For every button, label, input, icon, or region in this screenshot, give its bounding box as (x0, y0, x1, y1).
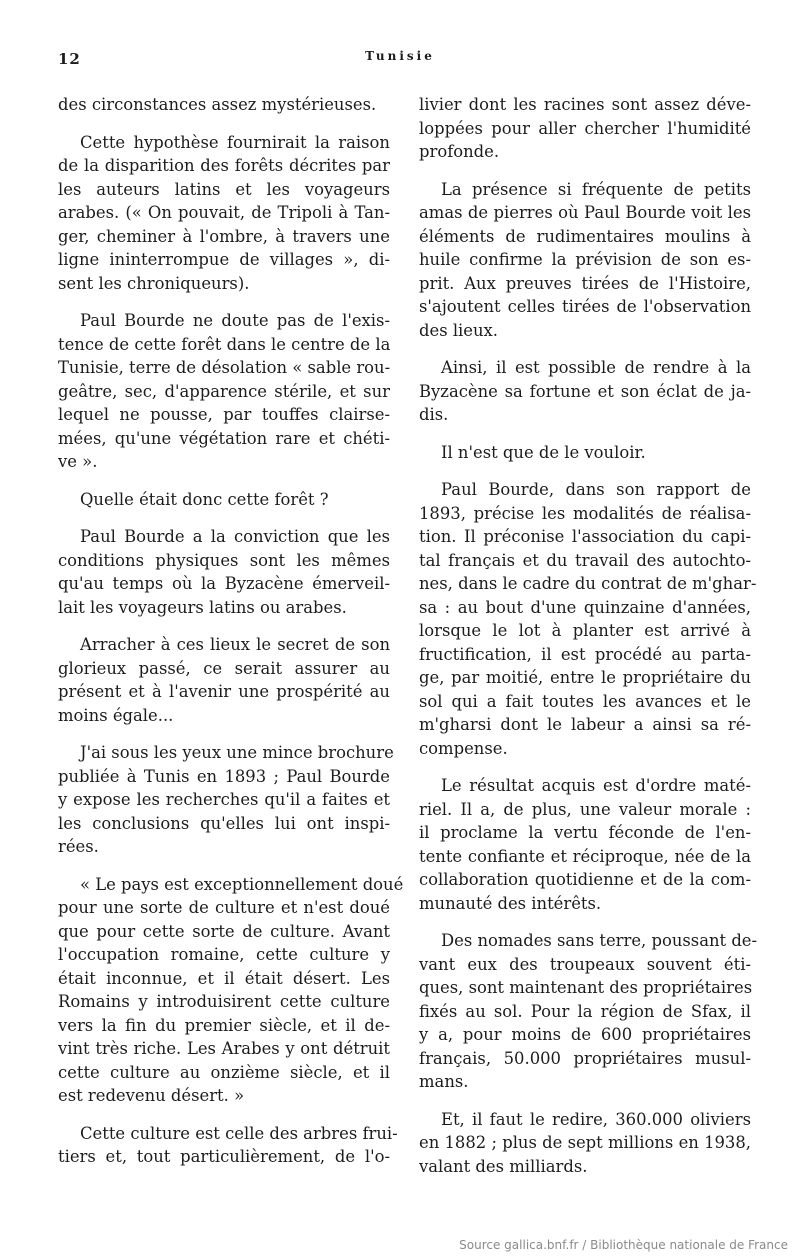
text-line: munauté des intérêts. (419, 893, 602, 913)
text-line: tiers et, tout particulièrement, de l'o- (58, 1147, 390, 1166)
text-line: lorsque le lot à planter est arrivé à (419, 621, 751, 640)
text-line: sol qui a fait toutes les avances et le (419, 691, 751, 711)
text-line: arabes. (« On pouvait, de Tripoli à Tan- (58, 203, 390, 222)
text-line: J'ai sous les yeux une mince brochure (80, 743, 394, 762)
text-line: il proclame la vertu féconde de l'en- (419, 823, 751, 842)
text-line: Paul Bourde a la conviction que les (80, 527, 390, 546)
running-title: Tunisie (365, 49, 435, 63)
text-line: compense. (419, 738, 508, 758)
text-line: publiée à Tunis en 1893 ; Paul Bourde (58, 766, 390, 786)
text-line: huile confirme la prévision de son es- (419, 250, 751, 269)
text-line: Paul Bourde, dans son rapport de (441, 480, 751, 499)
text-line: Tunisie, terre de désolation « sable rou- (58, 358, 391, 377)
text-line: profonde. (419, 142, 500, 161)
text-line: est redevenu désert. » (58, 1086, 245, 1105)
text-line: geâtre, sec, d'apparence stérile, et sur (58, 381, 390, 401)
paragraph-gap (419, 164, 751, 178)
text-line: loppées pour aller chercher l'humidité (419, 118, 751, 138)
text-line: Et, il faut le redire, 360.000 oliviers (441, 1109, 751, 1129)
text-line: ligne ininterrompue de villages », di- (58, 250, 390, 269)
page-number: 12 (58, 50, 81, 68)
text-line: que pour cette sorte de culture. Avant (58, 921, 390, 941)
text-line: Arracher à ces lieux le secret de son (80, 635, 390, 654)
text-line: de la disparition des forêts décrites par (58, 156, 390, 175)
text-line: vant eux des troupeaux souvent éti- (419, 954, 751, 974)
text-line: éléments de rudimentaires moulins à (419, 226, 751, 246)
paragraph-gap (58, 859, 390, 873)
text-line: Paul Bourde ne doute pas de l'exis- (80, 311, 390, 330)
text-line: des lieux. (419, 320, 499, 340)
paragraph-gap (419, 915, 751, 929)
text-line: l'occupation romaine, cette culture y (58, 945, 390, 964)
text-line: Ainsi, il est possible de rendre à la (441, 358, 751, 377)
text-line: riel. Il a, de plus, une valeur morale : (419, 799, 751, 819)
text-line: vint très riche. Les Arabes y ont détruit (58, 1039, 390, 1058)
text-line: pour une sorte de culture et n'est doué (58, 898, 390, 917)
text-line: Romains y introduisirent cette culture (58, 992, 390, 1011)
text-line: rées. (58, 837, 99, 856)
right-text-column (419, 93, 758, 1178)
text-line: collaboration quotidienne et de la com- (419, 870, 751, 889)
text-line: les auteurs latins et les voyageurs (58, 179, 390, 199)
text-line: nes, dans le cadre du contrat de m'ghar- (419, 574, 757, 593)
text-line: cette culture au onzième siècle, et il (58, 1062, 390, 1082)
text-line: Quelle était donc cette forêt ? (80, 489, 329, 509)
text-line: français, 50.000 propriétaires musul- (419, 1048, 751, 1068)
text-line: prit. Aux preuves tirées de l'Histoire, (419, 273, 751, 293)
text-line: tion. Il préconise l'association du capi- (419, 527, 751, 546)
text-line: Cette hypothèse fournirait la raison (80, 132, 390, 152)
paragraph-gap (419, 342, 751, 356)
text-line: était inconnue, et il était désert. Les (58, 968, 390, 988)
paragraph-gap (58, 295, 390, 309)
paragraph-gap (58, 727, 390, 741)
text-line: tente confiante et réciproque, née de la (419, 846, 751, 866)
text-line: vers la fin du premier siècle, et il de- (58, 1015, 390, 1035)
text-line: ge, par moitié, entre le propriétaire du (419, 668, 751, 687)
text-line: ve ». (58, 452, 98, 471)
paragraph-gap (419, 427, 751, 441)
text-line: sent les chroniqueurs). (58, 273, 250, 293)
paragraph-gap (419, 760, 751, 774)
text-line: lequel ne pousse, par touffes clairse- (58, 405, 390, 424)
text-line: en 1882 ; plus de sept millions en 1938, (419, 1133, 751, 1152)
text-line: y a, pour moins de 600 propriétaires (419, 1025, 751, 1044)
text-line: ger, cheminer à l'ombre, à travers une (58, 226, 390, 246)
text-line: conditions physiques sont les mêmes (58, 550, 390, 570)
text-line: présent et à l'avenir une prospérité au (58, 682, 390, 701)
paragraph-gap (419, 1094, 751, 1108)
text-line: ques, sont maintenant des propriétaires (419, 978, 753, 997)
text-line: La présence si fréquente de petits (441, 179, 751, 199)
text-line: mées, qu'une végétation rare et chéti- (58, 428, 390, 448)
text-line: lait les voyageurs latins ou arabes. (58, 597, 347, 617)
text-line: des circonstances assez mystérieuses. (58, 95, 377, 114)
paragraph-gap (58, 511, 390, 525)
text-line: 1893, précise les modalités de réalisa- (419, 503, 751, 523)
source-attribution: Source gallica.bnf.fr / Bibliothèque nationale de France (459, 1238, 788, 1252)
text-line: tence de cette forêt dans le centre de la (58, 334, 391, 354)
text-line: « Le pays est exceptionnellement doué (80, 874, 404, 894)
text-line: fructification, il est procédé au parta- (419, 644, 751, 664)
text-line: valant des milliards. (419, 1156, 588, 1176)
text-line: livier dont les racines sont assez déve- (419, 95, 751, 114)
paragraph-gap (58, 619, 390, 633)
text-line: amas de pierres où Paul Bourde voit les (419, 203, 751, 222)
text-line: mans. (419, 1072, 469, 1091)
left-text-column (58, 93, 404, 1169)
text-line: Des nomades sans terre, poussant de- (441, 931, 758, 950)
text-line: Le résultat acquis est d'ordre maté- (441, 776, 751, 795)
paragraph-gap (58, 474, 390, 488)
text-line: dis. (419, 405, 449, 424)
text-line: m'gharsi dont le labeur a ainsi sa ré- (419, 715, 751, 734)
text-line: y expose les recherches qu'il a faites et (58, 790, 390, 809)
text-line: moins égale... (58, 705, 174, 725)
text-line: tal français et du travail des autochto- (419, 550, 751, 570)
text-line: Cette culture est celle des arbres frui- (80, 1123, 398, 1143)
text-line: fixés au sol. Pour la région de Sfax, il (419, 1001, 751, 1021)
text-line: les conclusions qu'elles lui ont inspi- (58, 813, 390, 833)
text-line: Byzacène sa fortune et son éclat de ja- (419, 381, 751, 401)
text-line: s'ajoutent celles tirées de l'observation (419, 297, 751, 316)
text-line: qu'au temps où la Byzacène émerveil- (58, 574, 390, 593)
text-line: Il n'est que de le vouloir. (441, 442, 646, 462)
text-line: glorieux passé, ce serait assurer au (58, 658, 390, 678)
paragraph-gap (58, 117, 390, 131)
paragraph-gap (419, 464, 751, 478)
text-line: sa : au bout d'une quinzaine d'années, (419, 597, 751, 617)
paragraph-gap (58, 1108, 390, 1122)
